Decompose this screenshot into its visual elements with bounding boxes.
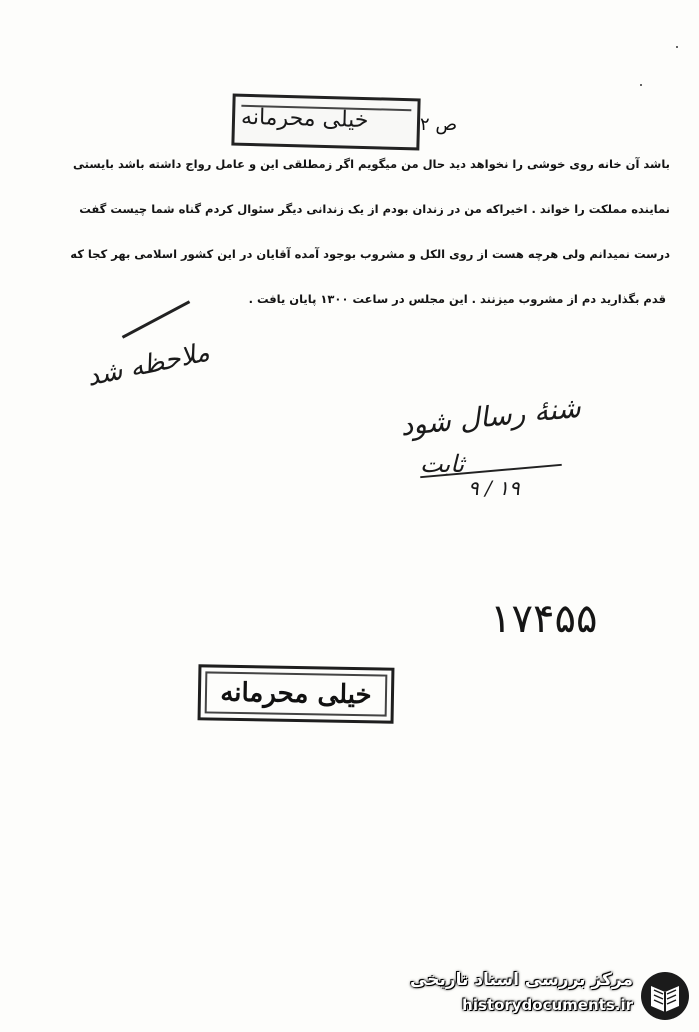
watermark-title: مرکز بررسی اسناد تاریخی <box>410 970 633 990</box>
page-marker: ص ۲ <box>420 114 458 135</box>
handwritten-note-line-2: ثابت <box>420 450 465 478</box>
document-number: ۱۷۴۵۵ <box>490 596 598 642</box>
bottom-confidential-stamp <box>198 664 395 723</box>
body-line-4: قدم بگذارید دم از مشروب میزنند . این مجلس در ساعت ۱۳۰۰ پایان یافت . <box>248 292 666 306</box>
bottom-stamp-text: خیلی محرمانه <box>220 677 372 711</box>
book-logo-icon <box>639 970 691 1022</box>
handwritten-note-line-1: شنهٔ رسال شود <box>398 390 583 443</box>
handwritten-signature-left: ملاحظه شد <box>84 337 213 393</box>
body-line-2: نماینده مملکت را خواند . اخیراکه من در زندان بودم از یک زندانی دیگر سئوال کردم گناه شما چیست گفت <box>79 202 670 216</box>
body-line-1: باشد آن خانه روی خوشی را نخواهد دید حال من میگویم اگر زمطلقی این و عامل رواج داشته باشد بایستی <box>72 157 670 171</box>
handwritten-note-date: ۱۹ / ۹ <box>468 476 520 500</box>
scan-speck <box>676 46 678 48</box>
archive-watermark <box>410 968 691 1024</box>
signature-stroke <box>122 300 191 338</box>
scan-speck <box>640 84 642 86</box>
top-stamp-text: خیلی محرمانه <box>240 104 369 134</box>
top-confidential-stamp <box>231 94 420 151</box>
watermark-url: historydocuments.ir <box>462 996 633 1014</box>
body-line-3: درست نمیدانم ولی هرچه هست از روی الکل و مشروب بوجود آمده آقایان در این کشور اسلامی بهر کجا که <box>70 247 670 261</box>
